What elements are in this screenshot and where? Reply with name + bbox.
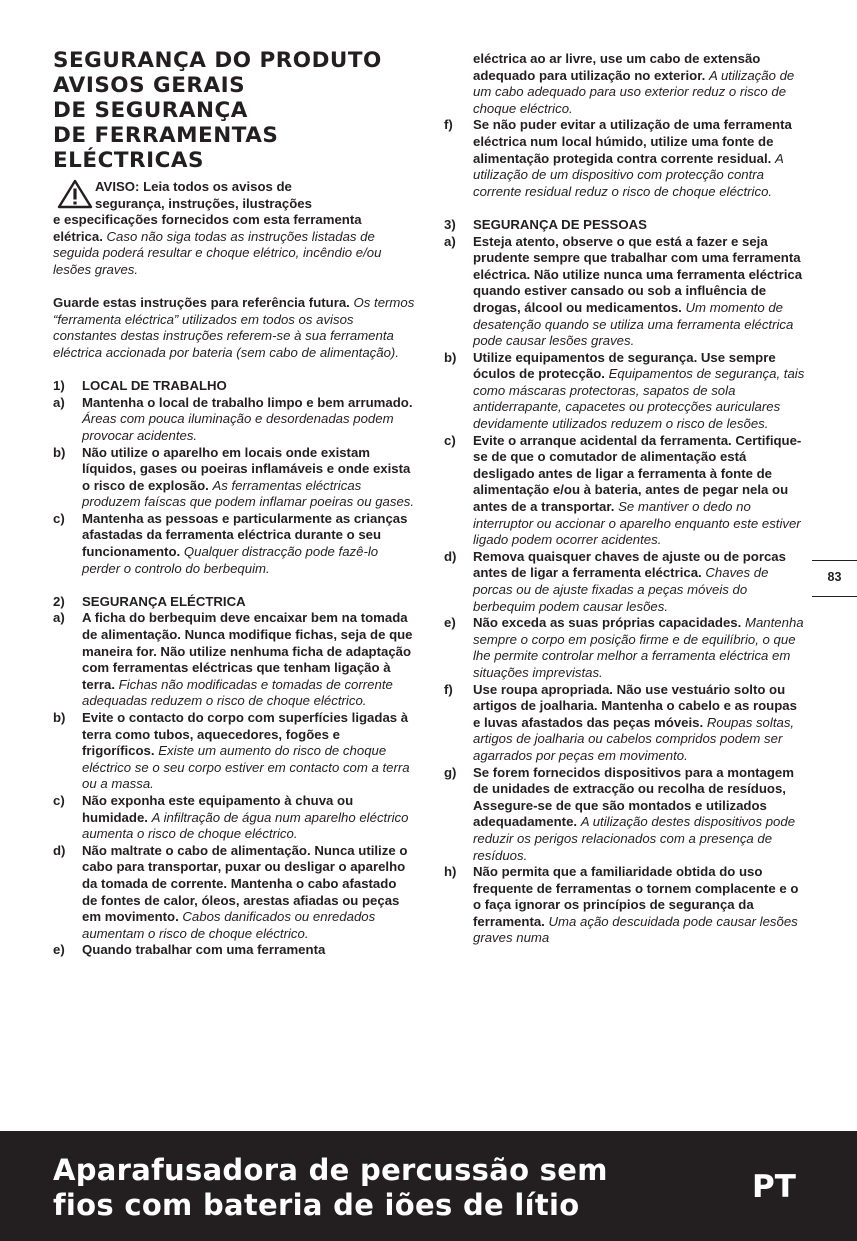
list-item (53, 445, 415, 511)
section-heading (444, 217, 806, 234)
item-bold: Mantenha as pessoas e particularmente as crianças afastadas da ferramenta eléctrica durante o seu funcionamento. (82, 510, 408, 560)
item-bold: Se não puder evitar a utilização de uma ferramenta eléctrica num local húmido, utilize uma fonte de alimentação protegida contra corrente residual. (473, 117, 792, 166)
list-item (53, 942, 415, 959)
item-bold: Se forem fornecidos dispositivos para a montagem de unidades de extracção ou recolha de resíduos, Assegure-se de que são montados e utilizados adequadamente. (473, 764, 794, 830)
page-number-tab (812, 560, 857, 597)
item-letter: b) (53, 444, 66, 460)
warning-line-1: AVISO: Leia todos os avisos de (95, 179, 292, 194)
list-item (444, 682, 806, 765)
item-bold: Não maltrate o cabo de alimentação. Nunca utilize o cabo para transportar, puxar ou desligar o aparelho da tomada de corrente. Mantenha o cabo afastado de fontes de calor, óleos, arestas afiadas ou peças em movimento. (82, 842, 408, 925)
warning-triangle-icon (57, 179, 93, 209)
item-bold: Quando trabalhar com uma ferramenta (82, 942, 326, 958)
item-italic: As ferramentas eléctricas produzem faíscas que podem inflamar poeiras ou gases. (82, 477, 415, 510)
intro-paragraph (53, 295, 415, 361)
item-italic: Um momento de desatenção quando se utiliza uma ferramenta eléctrica pode causar lesões graves. (473, 299, 794, 349)
section-number: 2) (53, 593, 65, 609)
item-letter: f) (444, 117, 453, 133)
item-italic: Uma ação descuidada pode causar lesões graves numa (473, 913, 798, 946)
section-number: 1) (53, 378, 65, 394)
right-column (444, 51, 806, 947)
item-italic: Fichas não modificadas e tomadas de corrente adequadas reduzem o risco de choque eléctrico. (82, 676, 393, 709)
item-letter: h) (444, 864, 457, 880)
list-item-continued (444, 51, 806, 117)
item-letter: d) (53, 842, 66, 858)
item-italic: Mantenha sempre o corpo em posição firme e de equilíbrio, o que lhe permite controlar melhor a ferramenta eléctrica em situações imprevistas. (473, 615, 804, 680)
product-title (53, 1153, 693, 1223)
item-bold: eléctrica ao ar livre, use um cabo de extensão adequado para utilização no exterior. (473, 51, 761, 83)
warning-line-2: segurança, instruções, ilustrações (95, 195, 312, 211)
item-italic: A utilização de um dispositivo com protecção contra corrente residual reduz o risco de choque eléctrico. (473, 150, 784, 199)
item-bold: Esteja atento, observe o que está a fazer e seja prudente sempre que trabalhar com uma ferramenta eléctrica. Não utilize nunca uma ferramenta eléctrica quando estiver cansado ou sob a influência de drogas, álcool ou medicamentos. (473, 233, 803, 315)
item-italic: Existe um aumento do risco de choque eléctrico se o seu corpo estiver em contacto com a terra ou a massa. (82, 743, 410, 792)
item-italic: Qualquer distracção pode fazê-lo perder o controlo do berbequim. (82, 544, 379, 576)
item-letter: f) (444, 681, 453, 697)
title-line: SEGURANÇA DO PRODUTO (53, 48, 382, 73)
item-letter: c) (53, 510, 65, 526)
list-item (53, 843, 415, 943)
list-item (444, 864, 806, 947)
footer-banner (0, 1131, 857, 1241)
item-italic: Roupas soltas, artigos de joalharia ou cabelos compridos podem ser agarrados por peças em movimento. (473, 714, 795, 763)
item-bold: Não exponha este equipamento à chuva ou humidade. (82, 792, 354, 825)
item-bold: Use roupa apropriada. Não use vestuário solto ou artigos de joalharia. Mantenha o cabelo e as roupas e luvas afastados das peças móveis. (473, 681, 797, 730)
section-title: SEGURANÇA ELÉCTRICA (82, 593, 246, 609)
title-line: DE SEGURANÇA (53, 98, 248, 123)
item-letter: e) (53, 942, 65, 958)
list-item (53, 793, 415, 843)
list-item (53, 511, 415, 577)
warning-block (53, 179, 415, 279)
page-number: 83 (827, 570, 842, 584)
product-title-line-1: Aparafusadora de percussão sem (53, 1153, 608, 1187)
list-item (444, 117, 806, 200)
item-letter: g) (444, 764, 457, 780)
item-bold: Utilize equipamentos de segurança. Use sempre óculos de protecção. (473, 349, 776, 382)
title-line: DE FERRAMENTAS (53, 123, 279, 148)
list-item (444, 765, 806, 865)
item-letter: d) (444, 548, 457, 564)
section-title: LOCAL DE TRABALHO (82, 378, 227, 394)
item-letter: c) (53, 792, 65, 808)
item-bold: Evite o contacto do corpo com superfícies ligadas à terra como tubos, aquecedores, fogões e frigoríficos. (82, 710, 409, 759)
section-heading (53, 378, 415, 395)
page-title (53, 48, 415, 173)
warning-italic-text: Caso não siga todas as instruções listadas de seguida poderá resultar e choque elétrico, incêndio e/ou lesões graves. (53, 228, 382, 277)
item-letter: c) (444, 432, 456, 448)
item-italic: Chaves de porcas ou de ajuste fixadas a peças móveis do berbequim podem causar lesões. (473, 565, 769, 614)
item-letter: b) (444, 349, 457, 365)
list-item (53, 710, 415, 793)
intro-italic: Os termos “ferramenta eléctrica” utilizados em todos os avisos constantes destas instruções referem-se à sua ferramenta eléctrica accionada por bateria (sem cabo de alimentação). (53, 295, 415, 360)
list-item (444, 433, 806, 549)
item-bold: Não utilize o aparelho em locais onde existam líquidos, gases ou poeiras inflamáveis e onde exista o risco de explosão. (82, 444, 411, 493)
title-line: AVISOS GERAIS (53, 73, 246, 98)
item-bold: Remova quaisquer chaves de ajuste ou de porcas antes de ligar a ferramenta eléctrica. (473, 548, 786, 581)
section-number: 3) (444, 216, 456, 232)
warning-bold-text: e especificações fornecidos com esta ferramenta elétrica. (53, 212, 362, 244)
product-title-line-2: fios com bateria de iões de lítio (53, 1188, 580, 1222)
section-heading (53, 594, 415, 611)
item-italic: A utilização de um cabo adequado para uso exterior reduz o risco de choque eléctrico. (473, 67, 795, 116)
item-italic: A utilização destes dispositivos pode reduzir os perigos relacionados com a presença de resíduos. (473, 814, 796, 863)
item-italic: Cabos danificados ou enredados aumentam o risco de choque eléctrico. (82, 909, 376, 941)
item-italic: Áreas com pouca iluminação e desordenadas podem provocar acidentes. (82, 411, 394, 443)
item-bold: Evite o arranque acidental da ferramenta. Certifique-se de que o comutador de alimentação está desligado antes de ligar a ferramenta à fonte de alimentação e/ou à bateria, antes de pegar nela ou antes de a transportar. (473, 432, 802, 515)
list-item (444, 234, 806, 350)
item-letter: b) (53, 710, 66, 725)
item-bold: Mantenha o local de trabalho limpo e bem arrumado. (82, 394, 413, 410)
list-item (444, 549, 806, 615)
item-letter: a) (53, 610, 65, 626)
section-title: SEGURANÇA DE PESSOAS (473, 216, 647, 232)
list-item (53, 610, 415, 710)
intro-bold: Guarde estas instruções para referência futura. (53, 295, 350, 311)
item-bold: A ficha do berbequim deve encaixar bem na tomada de alimentação. Nunca modifique fichas, seja de que maneira for. Não utilize nenhuma ficha de adaptação com ferramentas eléctricas que tenham ligação à terra. (82, 610, 413, 692)
left-column (53, 48, 415, 959)
item-letter: e) (444, 615, 456, 631)
item-bold: Não exceda as suas próprias capacidades. (473, 615, 742, 631)
list-item (444, 615, 806, 681)
item-italic: Se mantiver o dedo no interruptor ou accionar o aparelho enquanto este estiver ligado podem ocorrer acidentes. (473, 499, 801, 548)
title-line: ELÉCTRICAS (53, 148, 204, 173)
list-item (53, 395, 415, 445)
item-italic: Equipamentos de segurança, tais como máscaras protectoras, sapatos de sola antiderrapante, capacetes ou protecções auriculares devidamente utilizados reduzem o risco de lesões. (473, 366, 805, 432)
list-item (444, 350, 806, 433)
item-bold: Não permita que a familiaridade obtida do uso frequente de ferramentas o tornem complacente e o o faça ignorar os princípios de segurança da ferramenta. (473, 864, 799, 929)
item-italic: A infiltração de água num aparelho eléctrico aumenta o risco de choque eléctrico. (82, 809, 409, 842)
item-letter: a) (444, 233, 456, 249)
language-code: PT (752, 1169, 796, 1205)
item-letter: a) (53, 394, 65, 410)
